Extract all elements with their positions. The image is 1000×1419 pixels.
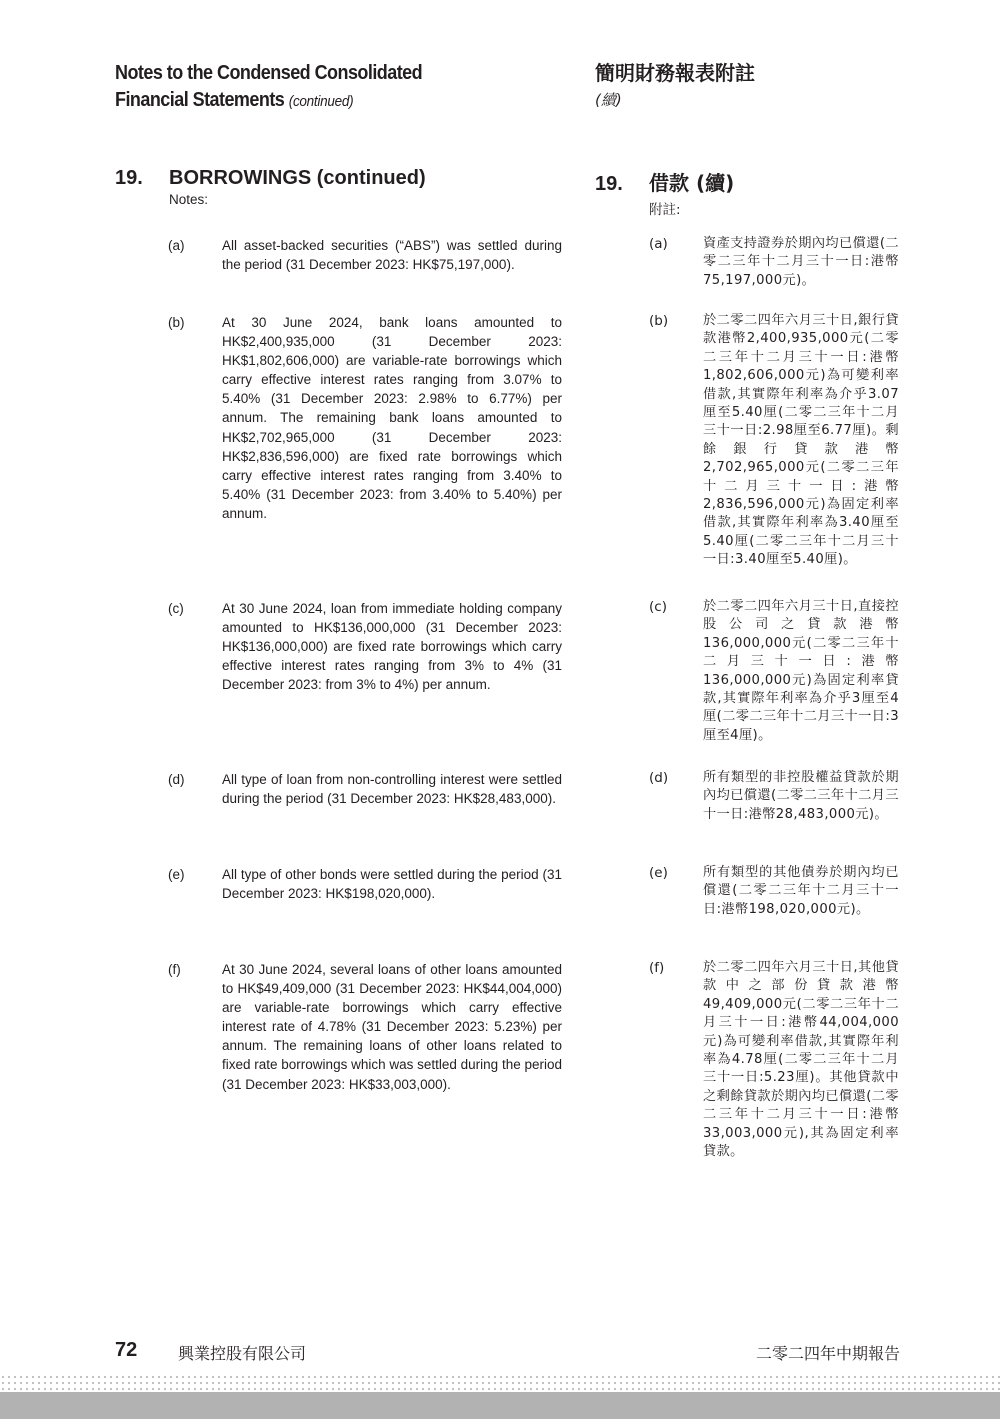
footer-company: 興業控股有限公司: [178, 1344, 307, 1363]
section-title-zh: 借款 (續): [649, 171, 735, 195]
note-label-zh: (a): [649, 236, 668, 252]
note-label: (c): [168, 601, 184, 616]
note-label: (d): [168, 772, 185, 787]
footer-dot-pattern: [0, 1374, 1000, 1392]
note-c-en: [168, 599, 562, 694]
note-label-zh: (e): [649, 865, 668, 881]
footer-report-title: 二零二四年中期報告: [755, 1344, 900, 1363]
note-b-en: [168, 313, 562, 523]
note-a-en: [168, 236, 562, 274]
note-label-zh: (f): [649, 960, 665, 976]
note-label: (e): [168, 867, 185, 882]
note-b-zh: [649, 312, 899, 570]
note-label-zh: (d): [649, 770, 669, 786]
notes-label-zh: 附註:: [649, 202, 681, 218]
header-title-line2-text: Financial Statements: [115, 89, 285, 111]
note-label: (b): [168, 315, 185, 330]
section-heading-zh: [595, 167, 915, 218]
note-text-zh: 所有類型的非控股權益貸款於期內均已償還(二零二三年十二月三十一日:港幣28,483,000元)。: [703, 770, 899, 822]
note-text-zh: 於二零二四年六月三十日,其他貸款中之部份貸款港幣49,409,000元(二零二三年十二月三十一日:港幣44,004,000元)為可變利率借款,其實際年利率為4.78厘(二零二三年十二月三十一日:5.23厘)。其他貸款中之剩餘貸款於期內均已償還(二零二三年十二月三十一日:港幣33,003,000元),其為固定利率貸款。: [703, 960, 899, 1160]
note-c-zh: [649, 598, 899, 745]
note-text-zh: 於二零二四年六月三十日,直接控股公司之貸款港幣136,000,000元(二零二三年十二月三十一日:港幣136,000,000元)為固定利率貸款,其實際年利率為介乎3厘至4厘(二零二三年十二月三十一日:3厘至4厘)。: [703, 599, 899, 743]
section-heading-en: [115, 167, 575, 207]
note-e-zh: [649, 864, 899, 919]
note-text-zh: 於二零二四年六月三十日,銀行貸款港幣2,400,935,000元(二零二三年十二月三十一日:港幣1,802,606,000元)為可變利率借款,其實際年利率為介乎3.07厘至5.40厘(二零二三年十二月三十一日:2.98厘至6.77厘)。剩餘銀行貸款港幣2,702,965,000元(二零二三年十二月三十一日:港幣2,836,596,000元)為固定利率借款,其實際年利率為3.40厘至5.40厘(二零二三年十二月三十一日:3.40厘至5.40厘)。: [703, 313, 899, 568]
note-text: All asset-backed securities (“ABS”) was settled during the period (31 December 2023: HK$75,197,000).: [222, 238, 562, 273]
section-title: BORROWINGS (continued): [169, 167, 426, 189]
page-header-en: [115, 60, 535, 115]
note-e-en: [168, 865, 562, 903]
note-label: (f): [168, 962, 181, 977]
section-number-zh: 19.: [595, 173, 623, 195]
note-label-zh: (c): [649, 599, 667, 615]
header-title-line1: Notes to the Condensed Consolidated: [115, 62, 423, 84]
note-text: All type of other bonds were settled during the period (31 December 2023: HK$198,020,000).: [222, 867, 562, 902]
header-continued-zh: (續): [595, 91, 622, 109]
note-f-en: [168, 960, 562, 1094]
header-title-zh: 簡明財務報表附註: [595, 61, 755, 85]
page-header-zh: [595, 60, 895, 114]
note-text: At 30 June 2024, loan from immediate holding company amounted to HK$136,000,000 (31 December 2023: HK$136,000,000) are fixed rate borrowings which carry effective interest rates ranging from 3% to 4% (31 December 2023: from 3% to 4%) per annum.: [222, 601, 562, 693]
note-a-zh: [649, 235, 899, 290]
note-text: At 30 June 2024, bank loans amounted to HK$2,400,935,000 (31 December 2023: HK$1,802,606,000) are variable-rate borrowings which carry effective interest rates ranging from 3.07% to 5.40% (31 December 2023: 2.98% to 6.77%) per annum. The remaining bank loans amounted to HK$2,702,965,000 (31 December 2023: HK$2,836,596,000) are fixed rate borrowings which carry effective interest rates ranging from 3.40% to 5.40% (31 December 2023: from 3.40% to 5.40%) per annum.: [222, 315, 562, 521]
header-title-line2: [115, 87, 493, 115]
note-label: (a): [168, 238, 185, 253]
page-number: 72: [115, 1339, 138, 1361]
section-number: 19.: [115, 167, 143, 189]
note-label-zh: (b): [649, 313, 669, 329]
note-f-zh: [649, 959, 899, 1161]
note-d-zh: [649, 769, 899, 824]
note-text-zh: 所有類型的其他債券於期內均已償還(二零二三年十二月三十一日:港幣198,020,000元)。: [703, 865, 899, 917]
note-text: All type of loan from non-controlling interest were settled during the period (31 December 2023: HK$28,483,000).: [222, 772, 562, 807]
note-text-zh: 資產支持證券於期內均已償還(二零二三年十二月三十一日:港幣75,197,000元)。: [703, 236, 899, 288]
note-d-en: [168, 770, 562, 808]
footer-bar: [0, 1392, 1000, 1419]
header-continued: (continued): [288, 93, 354, 110]
notes-label: Notes:: [169, 192, 209, 207]
note-text: At 30 June 2024, several loans of other loans amounted to HK$49,409,000 (31 December 2023: HK$44,004,000) are variable-rate borrowings which carry effective interest rate of 4.78% (31 December 2023: 5.23%) per annum. The remaining loans of other loans related to fixed rate borrowings which was settled during the period (31 December 2023: HK$33,003,000).: [222, 962, 562, 1092]
